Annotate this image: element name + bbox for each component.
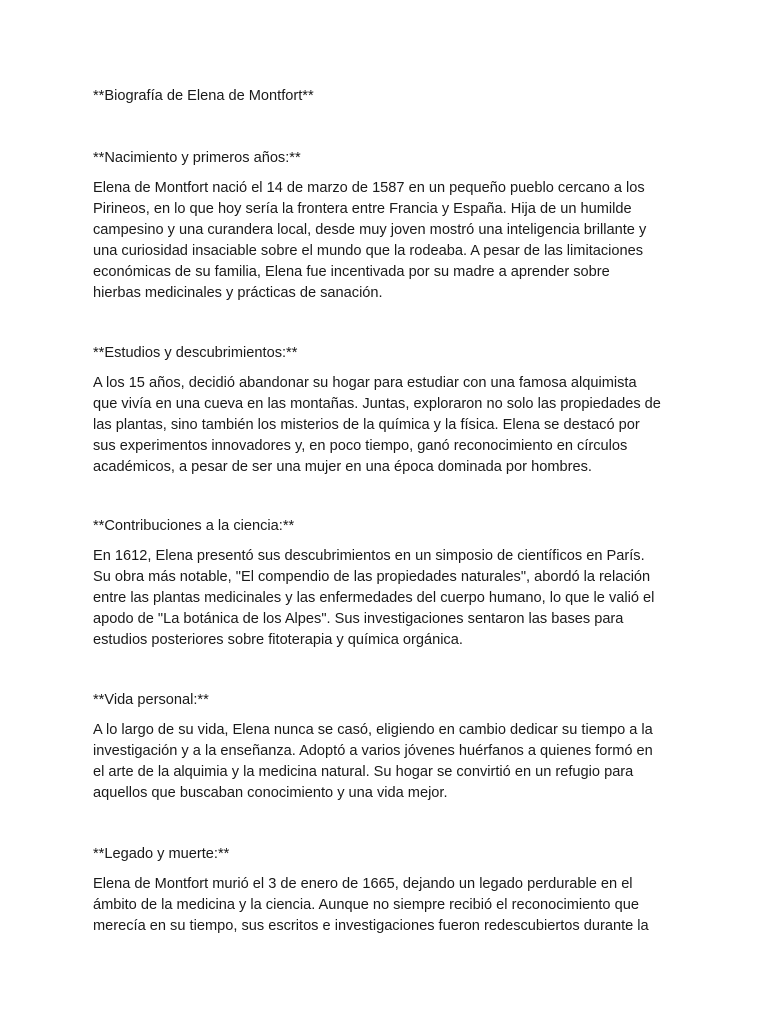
- paragraph-line: una curiosidad insaciable sobre el mundo que la rodeaba. A pesar de las limitaciones: [93, 243, 644, 259]
- paragraph-line: A los 15 años, decidió abandonar su hogar para estudiar con una famosa alquimista: [93, 375, 637, 391]
- section-heading: **Legado y muerte:**: [93, 846, 230, 862]
- section-heading: **Estudios y descubrimientos:**: [93, 345, 298, 361]
- paragraph-line: Elena de Montfort murió el 3 de enero de 1665, dejando un legado perdurable en el: [93, 876, 633, 892]
- paragraph-line: apodo de "La botánica de los Alpes". Sus investigaciones sentaron las bases para: [93, 611, 624, 627]
- paragraph-line: Su obra más notable, "El compendio de las propiedades naturales", abordó la relación: [93, 569, 651, 585]
- paragraph-line: Pirineos, en lo que hoy sería la frontera entre Francia y España. Hija de un humilde: [93, 201, 632, 217]
- paragraph-line: económicas de su familia, Elena fue incentivada por su madre a aprender sobre: [93, 264, 610, 280]
- paragraph-line: que vivía en una cueva en las montañas. Juntas, exploraron no solo las propiedades de: [93, 396, 661, 412]
- paragraph-line: campesino y una curandera local, desde muy joven mostró una inteligencia brillante y: [93, 222, 647, 238]
- section-heading: **Vida personal:**: [93, 692, 209, 708]
- section-heading: **Contribuciones a la ciencia:**: [93, 518, 295, 534]
- paragraph-line: investigación y a la enseñanza. Adoptó a varios jóvenes huérfanos a quienes formó en: [93, 743, 653, 759]
- paragraph-line: merecía en su tiempo, sus escritos e investigaciones fueron redescubiertos durante la: [93, 918, 649, 934]
- document-page: [93, 0, 678, 1024]
- paragraph-line: En 1612, Elena presentó sus descubrimientos en un simposio de científicos en París.: [93, 548, 645, 564]
- paragraph-line: aquellos que buscaban conocimiento y una vida mejor.: [93, 785, 448, 801]
- section-paragraph: [93, 874, 675, 937]
- section-paragraph: [93, 178, 675, 304]
- section-paragraph: [93, 720, 675, 804]
- paragraph-line: hierbas medicinales y prácticas de sanación.: [93, 285, 383, 301]
- paragraph-line: académicos, a pesar de ser una mujer en una época dominada por hombres.: [93, 459, 592, 475]
- paragraph-line: ámbito de la medicina y la ciencia. Aunque no siempre recibió el reconocimiento que: [93, 897, 639, 913]
- section-heading: **Nacimiento y primeros años:**: [93, 150, 301, 166]
- document-title: **Biografía de Elena de Montfort**: [93, 88, 314, 104]
- paragraph-line: entre las plantas medicinales y las enfermedades del cuerpo humano, lo que le valió el: [93, 590, 655, 606]
- section-paragraph: [93, 373, 675, 478]
- paragraph-line: Elena de Montfort nació el 14 de marzo de 1587 en un pequeño pueblo cercano a los: [93, 180, 645, 196]
- paragraph-line: las plantas, sino también los misterios de la química y la física. Elena se destacó por: [93, 417, 640, 433]
- paragraph-line: sus experimentos innovadores y, en poco tiempo, ganó reconocimiento en círculos: [93, 438, 628, 454]
- section-paragraph: [93, 546, 675, 651]
- paragraph-line: estudios posteriores sobre fitoterapia y química orgánica.: [93, 632, 463, 648]
- paragraph-line: el arte de la alquimia y la medicina natural. Su hogar se convirtió en un refugio para: [93, 764, 634, 780]
- paragraph-line: A lo largo de su vida, Elena nunca se casó, eligiendo en cambio dedicar su tiempo a la: [93, 722, 653, 738]
